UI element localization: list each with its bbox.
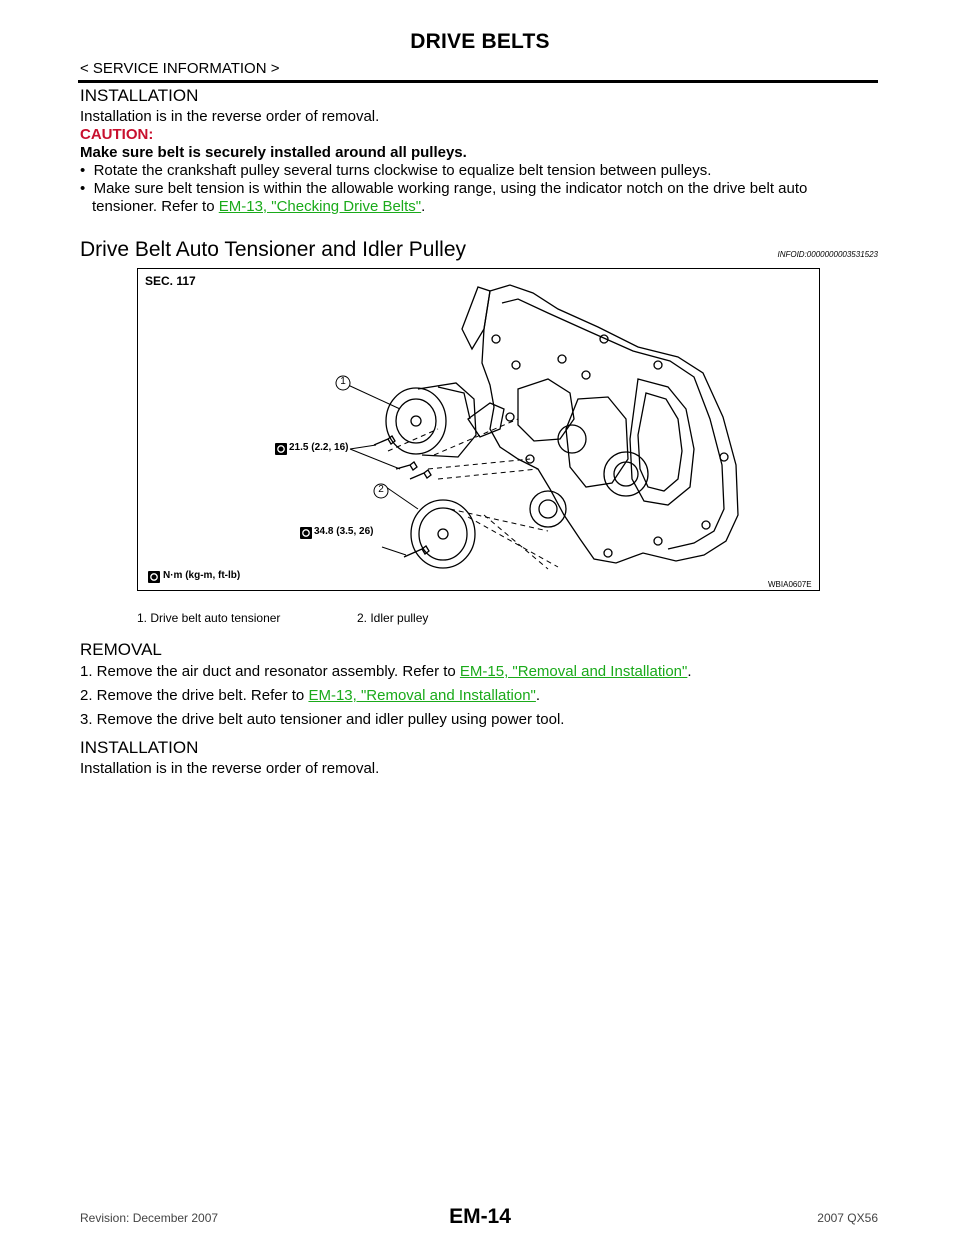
footer-model: 2007 QX56 bbox=[817, 1211, 878, 1225]
bullet-tension-text: Make sure belt tension is within the allowable working range, using the indicator notch on the drive belt auto bbox=[93, 180, 808, 197]
bullet-rotate-text: Rotate the crankshaft pulley several turns clockwise to equalize belt tension between pulleys. bbox=[93, 162, 712, 179]
period: . bbox=[421, 198, 426, 215]
torque-idler: 34.8 (3.5, 26) bbox=[314, 526, 374, 537]
installation-intro-2: Installation is in the reverse order of removal. bbox=[80, 760, 380, 777]
engine-front-cover-drawing bbox=[138, 269, 821, 592]
caution-text: Make sure belt is securely installed around all pulleys. bbox=[80, 144, 467, 161]
footer-revision: Revision: December 2007 bbox=[80, 1211, 219, 1225]
caution-label: CAUTION: bbox=[80, 126, 154, 143]
removal-heading: REMOVAL bbox=[80, 640, 162, 659]
legend-item-1: 1. Drive belt auto tensioner bbox=[137, 611, 281, 625]
section-title: Drive Belt Auto Tensioner and Idler Pulley bbox=[80, 238, 466, 261]
footer-page-number: EM-14 bbox=[449, 1205, 511, 1228]
period: . bbox=[687, 663, 692, 680]
bullet-tension-line2 bbox=[92, 198, 425, 216]
step-1-text: 1. Remove the air duct and resonator assembly. Refer to bbox=[80, 663, 460, 680]
torque-tensioner: 21.5 (2.2, 16) bbox=[289, 442, 349, 453]
installation-heading: INSTALLATION bbox=[80, 86, 199, 105]
torque-units: N·m (kg-m, ft-lb) bbox=[163, 570, 241, 581]
page-title: DRIVE BELTS bbox=[410, 30, 550, 53]
info-id: INFOID:0000000003531523 bbox=[777, 250, 878, 259]
callout-1: 1 bbox=[340, 376, 346, 387]
bullet-dot: • bbox=[80, 162, 94, 179]
bullet-tension-refer: tensioner. Refer to bbox=[92, 198, 219, 215]
step-2-text: 2. Remove the drive belt. Refer to bbox=[80, 687, 309, 704]
removal-step-1 bbox=[80, 663, 692, 681]
link-air-duct-removal[interactable]: EM-15, "Removal and Installation" bbox=[459, 663, 688, 680]
header-rule bbox=[78, 80, 878, 83]
figure-code: WBIA0607E bbox=[768, 580, 812, 589]
bullet-tension bbox=[80, 180, 807, 198]
installation-heading-2: INSTALLATION bbox=[80, 738, 199, 757]
section-tag: < SERVICE INFORMATION > bbox=[80, 60, 280, 77]
exploded-view-figure bbox=[137, 268, 820, 591]
sec-label: SEC. 117 bbox=[145, 274, 196, 288]
removal-step-2 bbox=[80, 687, 540, 705]
callout-2: 2 bbox=[378, 484, 384, 495]
bullet-dot: • bbox=[80, 180, 94, 197]
period: . bbox=[535, 687, 541, 704]
installation-intro: Installation is in the reverse order of removal. bbox=[80, 108, 380, 125]
bullet-rotate bbox=[80, 162, 711, 180]
removal-step-3: 3. Remove the drive belt auto tensioner and idler pulley using power tool. bbox=[80, 711, 565, 728]
link-checking-drive-belts[interactable]: EM-13, "Checking Drive Belts" bbox=[218, 198, 422, 215]
link-drive-belt-removal[interactable]: EM-13, "Removal and Installation" bbox=[308, 687, 536, 704]
legend-item-2: 2. Idler pulley bbox=[357, 611, 429, 625]
figure-legend bbox=[137, 611, 428, 625]
